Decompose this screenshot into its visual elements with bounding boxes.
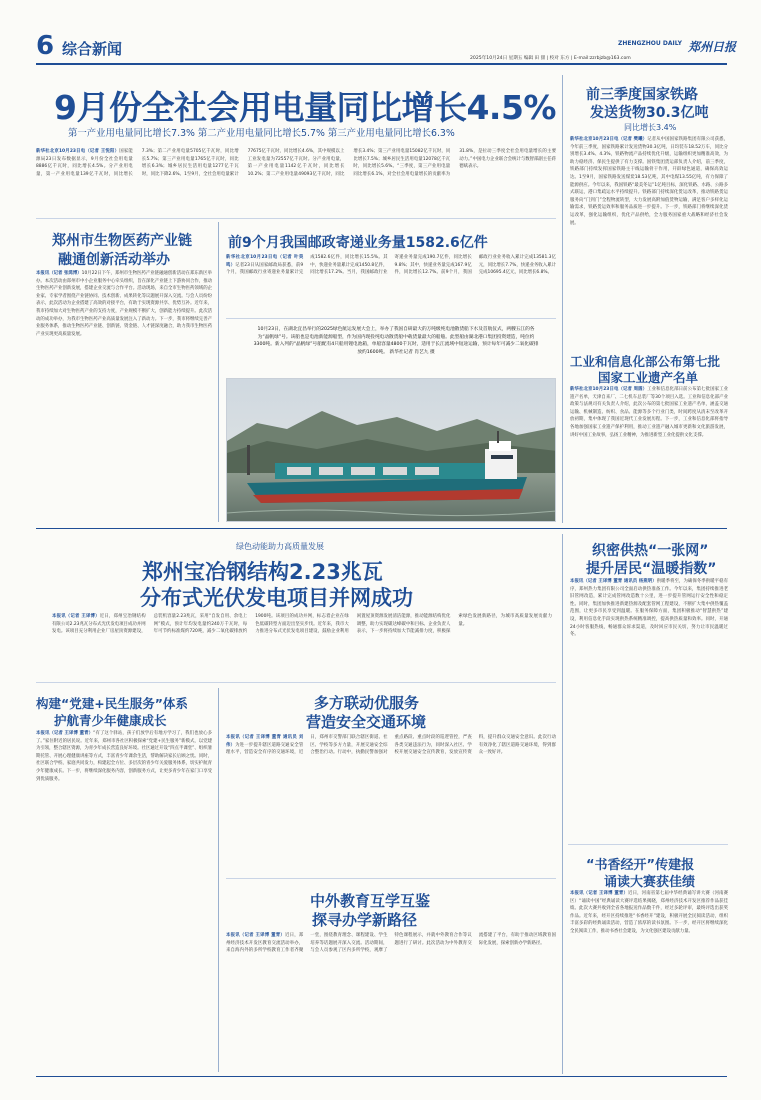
electricity-byline: 新华社北京10月23日电（记者 王悦阳） bbox=[36, 149, 120, 154]
column-divider bbox=[562, 534, 563, 1074]
ship-photo bbox=[226, 378, 556, 522]
railway-subtitle: 同比增长3.4% bbox=[624, 123, 677, 132]
section-rule bbox=[36, 528, 727, 529]
photo-caption bbox=[252, 326, 540, 376]
reading-title-line1: “书香经开”传建报 bbox=[586, 858, 695, 873]
transport-title-line2: 营造安全交通环境 bbox=[306, 713, 427, 731]
industry-title-line1: 工业和信息化部公布第七批 bbox=[570, 354, 721, 369]
medicine-title-line1: 郑州市生物医药产业链 bbox=[52, 233, 192, 249]
solar-text: 近日，郑州宝冶钢结构有限公司2.23兆瓦分布式光伏发电项目成功并网发电。该项目充分利用企业厂房屋顶资源建设，总装机容量2.23兆瓦，采用“自发自用、余电上网”模式，预计年均发电量约240万千瓦时，每年可节约标准煤约720吨，减少二氧化碳排放约1900吨。该项目的成功并网，标志着企业在绿色低碳转型方面迈出坚实步伐。近年来，我市大力推进分布式光伏发电项目建设，鼓励企业利用闲置屋顶资源发展清洁能源，推动能源结构优化调整，助力实现碳达峰碳中和目标。企业负责人表示，下一步将持续加大节能减排力度，积极探索绿色发展新路径，为城市高质量发展贡献力量。 bbox=[52, 614, 552, 635]
rule bbox=[226, 318, 556, 319]
electricity-text: 国家能源局23日发布数据显示，9月份全社会用电量8886亿千瓦时，同比增长4.5%。分产业用电量，第一产业用电量139亿千瓦时，同比增长7.3%；第二产业用电量5705亿千瓦时，同比增长5.7%；第三产业用电量1765亿千瓦时，同比增长6.3%；城乡居民生活用电量1277亿千瓦时，同比下降2.6%。1至9月，全社会用电量累计77675亿千瓦时，同比增长4.6%，其中规模以上工业发电量为72557亿千瓦时。分产业用电量，第一产业用电量1142亿千瓦时，同比增长10.2%；第二产业用电量49093亿千瓦时，同比增长3.4%；第三产业用电量15082亿千瓦时，同比增长7.5%；城乡居民生活用电量12078亿千瓦时，同比增长5.6%。“三季度，第三产业用电量同比增长6.1%，对全社会用电量增长的贡献率为31.8%，是拉动三季度全社会用电量增长的主要动力。”中国电力企业联合会统计与数智部副主任蒋德斌表示。 bbox=[36, 149, 556, 177]
heating-title-line2: 提升居民“温暖指数” bbox=[586, 561, 717, 577]
industry-body bbox=[570, 386, 728, 522]
postal-title: 前9个月我国邮政寄递业务量1582.6亿件 bbox=[228, 235, 488, 251]
heating-byline: 本报讯（记者 王译博 董青 通讯员 杨燕明） bbox=[570, 579, 657, 584]
education-title-line2: 探寻办学新路径 bbox=[312, 911, 418, 929]
medicine-title-line2: 融通创新活动举办 bbox=[58, 252, 170, 268]
youth-title-line2: 护航青少年健康成长 bbox=[54, 713, 167, 728]
industry-title-line2: 国家工业遗产名单 bbox=[598, 370, 699, 385]
solar-body bbox=[52, 613, 552, 675]
page-number: 6 bbox=[36, 31, 55, 61]
solar-title-line2: 分布式光伏发电项目并网成功 bbox=[140, 586, 413, 610]
transport-text: 为进一步提升辖区道路交通安全管理水平，营造安全有序的交通环境，近日，郑州市交警部门联合辖区街道、社区、学校等多方力量，开展交通安全综合整治行动。行动中，执勤民警加强对重点路段、重点时段的巡逻管控，严查各类交通违法行为，同时深入社区、学校开展交通安全宣传教育，发放宣传资料，提升群众交通安全意识。此次行动有效净化了辖区道路交通环境，得到群众一致好评。 bbox=[226, 735, 556, 756]
education-title-line1: 中外教育互学互鉴 bbox=[310, 892, 431, 910]
electricity-subtitle: 第一产业用电量同比增长7.3% 第二产业用电量同比增长5.7% 第三产业用电量同比增长6.3% bbox=[68, 128, 455, 139]
youth-title-line1: 构建“党建+民生服务”体系 bbox=[36, 696, 188, 711]
photo-caption-text: 10月23日，在湖北宜昌举行的2025绿色航运发展大会上，举办了我国自研最大的万吨级纯电池散货船下水及首航仪式，两艘五江的各为“晶帆绿”号。该船也是电池新能源船型，作为国内现役纯电动散货船中载货量最大的船舶。此型船由湖北港口集团投资建造，吨位约3300吨。新入列的“晶帆绿”号船配有4只船用锂电池箱，单船容量4800千瓦时，适用于长江流域中短途运输，预计每年可减少二氧化碳排放约1600吨。 bbox=[253, 327, 539, 355]
reading-byline: 本报讯（记者 王译博 董青） bbox=[570, 891, 629, 896]
education-byline: 本报讯（记者 王译博 董青） bbox=[226, 933, 285, 938]
solar-title-line1: 郑州宝冶钢结构2.23兆瓦 bbox=[142, 560, 383, 584]
railway-title-line2: 发送货物30.3亿吨 bbox=[590, 105, 709, 121]
solar-kicker: 绿色动能助力高质量发展 bbox=[236, 542, 324, 551]
youth-byline: 本报讯（记者 王译博 董青） bbox=[36, 731, 94, 736]
paper-name-en: ZHENGZHOU DAILY bbox=[618, 40, 682, 47]
postal-body bbox=[226, 254, 556, 306]
rule bbox=[568, 844, 728, 845]
column-divider bbox=[218, 222, 219, 522]
bottom-rule bbox=[36, 1076, 727, 1077]
heating-text: 供暖季将至，为确保冬季供暖平稳有序，郑州热力集团有限公司全面启动供热准备工作。今年以来，集团持续推进老旧管网改造，累计完成管网改造数十公里，进一步提升管网运行安全性和稳定性。同时，集团加快推进新建热源及配套管网工程建设，不断扩大集中供热覆盖范围，让更多市民享受到温暖。在服务保障方面，集团积极推动“智慧供热”建设，利用信息化手段实现供热系统精准调控，提高供热质量和效率。同时，开通24小时客服热线，畅通群众诉求渠道，及时回应市民关切，努力让市民温暖过冬。 bbox=[570, 579, 728, 638]
electricity-title: 9月份全社会用电量同比增长4.5% bbox=[54, 88, 556, 127]
industry-text: 工业和信息化部日前公布第七批国家工业遗产名单，天津自来厂、二七机车总装厂等30个项目入选。工业和信息化部产业政策与法规司有关负责人介绍，此次公布的第七批国家工业遗产名单，涵盖交通运输、机械制造、纺织、食品、能源等多个行业门类，时间跨度从清末至改革开放初期，集中体现了我国近现代工业发展历程。下一步，工业和信息化部将指导各地加强国家工业遗产保护利用，推动工业遗产融入城市更新和文化旅游发展，讲好中国工业故事，弘扬工业精神，为推进新型工业化提供文化支撑。 bbox=[570, 387, 728, 438]
rule bbox=[226, 878, 556, 879]
railway-title-line1: 前三季度国家铁路 bbox=[586, 87, 698, 103]
reading-text: 近日，河南省第七届中华经典诵写讲大赛（河南赛区）“诵读中国”经典诵读大赛评选结果揭晓，郑州经济技术开发区推荐作品获佳绩。此次大赛共收到全省各地报送作品数千件，经过多轮评审，最终评选出获奖作品。近年来，经开区持续推进“书香经开”建设，积极开展全民阅读活动，组织丰富多彩的经典诵读活动，营造了浓厚的读书氛围。下一步，经开区将继续深化全民阅读工作，推动书香社会建设，为文化强区建设贡献力量。 bbox=[570, 891, 728, 934]
transport-byline: 本报讯（记者 王译博 董青 通讯员 刘伟） bbox=[226, 735, 304, 748]
medicine-text: 10月22日下午，郑州市生物医药产业链融通创新活动在郑东新区举办。本次活动由郑州市中小企业服务中心牵头组织，旨在深化产业链上下游协同合作，推动生物医药产业创新发展，搭建企业交流与合作平台。活动现场，来自全市生物医药领域的企业家、专家学者围绕产业链协同、技术创新、成果转化等议题展开深入交流。与会人员纷纷表示，此次活动为企业搭建了高效的对接平台，有助于实现资源共享、优势互补。近年来，我市持续加大对生物医药产业的支持力度，产业规模不断扩大，创新能力持续提升。此次活动的成功举办，为我市生物医药产业高质量发展注入了新动力。下一步，我市将继续完善产业服务体系，推动生物医药产业链、创新链、资金链、人才链深度融合，助力我市生物医药产业实现更高质量发展。 bbox=[36, 271, 212, 337]
solar-byline: 本报讯（记者 王译博） bbox=[52, 614, 100, 619]
education-body bbox=[226, 932, 556, 1070]
rule bbox=[36, 218, 556, 219]
industry-byline: 新华社北京10月23日电（记者 周圆） bbox=[570, 387, 648, 392]
photo-credit: 新华社记者 肖艺九 摄 bbox=[389, 349, 435, 355]
electricity-body bbox=[36, 148, 556, 210]
column-divider bbox=[218, 688, 219, 1072]
railway-text: 记者从中国国家铁路集团有限公司获悉，今年前三季度，国家铁路累计发送货物30.3亿吨，日均装车18.52万车，同比分别增长3.4%、4.3%，铁路物流产品持续优化升级，运输组织更加精准高效，为助力稳经济、保民生提供了有力支撑。国铁集团货运部负责人介绍，前三季度，铁路部门持续发挥国家铁路主干线运输骨干作用，开辟绿色通道，确保高效运达。1至9月，国家铁路发送煤炭18.53亿吨，其中电煤13.55亿吨，有力保障了能源供应。今年以来，我国铁路“最美冬运”1亿吨目标，深化铁路、水路、公路多式联运，港口集疏运水平持续提升。铁路部门持续深化货运改革，推动铁路货运服务向“门到门”全程物流转型，大力发展高附加值货物运输，满足客户多样化运输需求，铁路货运效率和服务品质进一步提升。下一步，铁路部门将继续深化货运改革，强化运输组织，优化产品供给，全力服务国家重大战略和经济社会发展。 bbox=[570, 137, 728, 226]
masthead-rule bbox=[36, 63, 727, 65]
railway-body bbox=[570, 136, 728, 346]
section-name: 综合新闻 bbox=[62, 40, 123, 58]
medicine-byline: 本报讯（记者 张鸿博） bbox=[36, 271, 82, 276]
column-divider bbox=[562, 75, 563, 523]
transport-body bbox=[226, 734, 556, 870]
heating-body bbox=[570, 578, 728, 838]
reading-body bbox=[570, 890, 728, 1070]
heating-title-line1: 织密供热“一张网” bbox=[592, 543, 709, 559]
youth-body bbox=[36, 730, 212, 1070]
ship-photo-illustration bbox=[227, 379, 556, 522]
paper-name-cn: 郑州日报 bbox=[688, 40, 737, 54]
youth-text: “有了这个驿站，孩子们放学后有地方学习了，我们也放心多了。”家住附近的居民说。近年来，郑州市各社区积极探索“党建+民生服务”新模式，以党建为引领，整合辖区资源，为青少年成长营造良好环境。社区通过开设“四点半课堂”、组织暑期托管、开展心理健康讲座等方式，丰富青少年课余生活，帮助解决家长后顾之忧。同时，社区联合学校、家庭共同发力，构建起全方位、多层次的青少年关爱服务体系，切实护航青少年健康成长。下一步，将继续深化服务内容，创新服务方式，让更多青少年在家门口享受到优质服务。 bbox=[36, 731, 212, 782]
education-text: 近日，郑州经济技术开发区教育交流活动举办，来自海内外的多所学校教育工作者齐聚一堂，围绕教育理念、课程建设、学生培养等话题展开深入交流。活动期间，与会人员参观了区内多所学校，观摩了特色课程展示，并就中外教育合作等议题进行了研讨。此次活动为中外教育交流搭建了平台，有助于推动区域教育国际化发展，探索创新办学新路径。 bbox=[226, 933, 556, 954]
transport-title-line1: 多方联动优服务 bbox=[314, 694, 420, 712]
date-line: 2025年10月24日 星期五 编辑 田 甜 | 校对 东方 | E-mail:zzrbjzb@163.com bbox=[470, 56, 631, 61]
reading-title-line2: 诵读大赛获佳绩 bbox=[604, 875, 696, 890]
rule bbox=[36, 682, 556, 683]
railway-byline: 新华社北京10月23日电（记者 樊曦） bbox=[570, 137, 648, 142]
postal-text: 记者23日从国家邮政局获悉，前9个月，我国邮政行业寄递业务量累计完成1582.6亿件，同比增长15.5%。其中，快递业务量累计完成1450.8亿件，同比增长17.2%。当月，我国邮政行业寄递业务量完成190.7亿件，同比增长9.8%；其中，快递业务量完成167.9亿件，同比增长12.7%。前9个月，我国邮政行业业务收入累计完成13581.3亿元，同比增长7.7%，快递业务收入累计完成10695.4亿元，同比增长6.8%。 bbox=[226, 255, 556, 276]
postal-byline: 新华社北京10月23日电（记者 叶昊鸣） bbox=[226, 255, 304, 268]
medicine-body bbox=[36, 270, 212, 518]
